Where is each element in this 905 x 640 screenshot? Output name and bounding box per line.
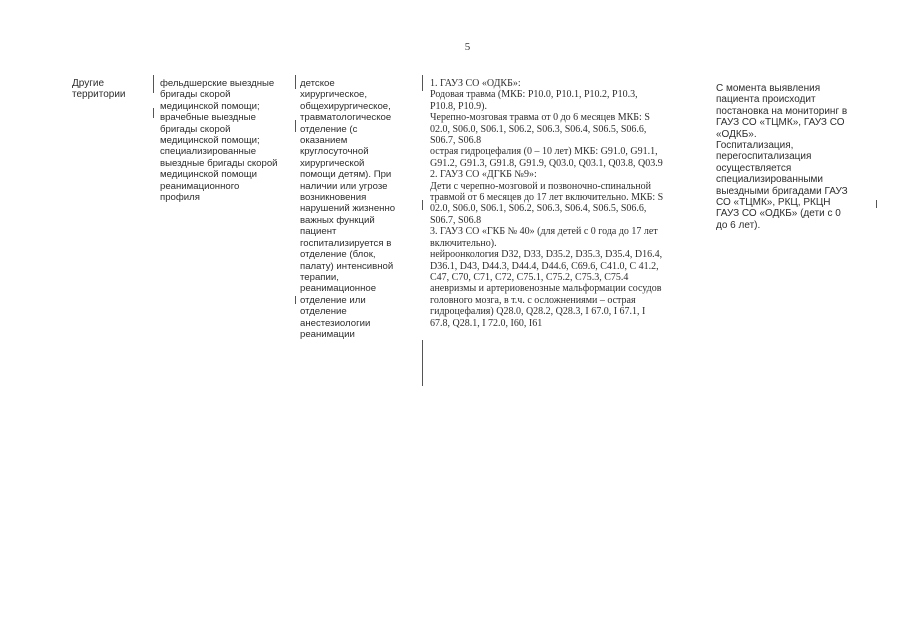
hospitals-line: травмой от 6 месяцев до 17 лет включительно. МКБ: S bbox=[430, 192, 664, 204]
departments-line: хирургическое, bbox=[300, 89, 368, 101]
column-divider bbox=[876, 200, 877, 208]
column-divider bbox=[422, 75, 423, 91]
notes-line: осуществляется bbox=[716, 162, 792, 174]
notes-line: пациента происходит bbox=[716, 94, 816, 106]
hospitals-line: D36.1, D43, D44.3, D44.4, D44.6, C69.6, C41.0, C 41.2, bbox=[430, 260, 659, 272]
notes-cell bbox=[716, 83, 876, 231]
hospitals-line: Р10.8, Р10.9). bbox=[430, 100, 487, 112]
notes-line: специализированными bbox=[716, 174, 824, 186]
hospitals-line: нейроонкология D32, D33, D35.2, D35.3, D35.4, D16.4, bbox=[430, 249, 663, 261]
departments-line: реанимации bbox=[300, 328, 355, 340]
departments-line: хирургической bbox=[300, 157, 365, 169]
territory-cell: Другие территории bbox=[72, 78, 126, 101]
hospitals-line: C47, C70, C71, C72, C75.1, C75.2, C75.3, C75.4 bbox=[430, 271, 629, 283]
notes-line: выездными бригадами ГАУЗ bbox=[716, 185, 848, 197]
hospitals-line: 02.0, S06.0, S06.1, S06.2, S06.3, S06.4, S06.5, S06.6, bbox=[430, 203, 647, 215]
notes-line: «ОДКБ». bbox=[716, 128, 757, 140]
brigades-line: врачебные выездные bbox=[160, 112, 256, 124]
departments-line: палату) интенсивной bbox=[300, 260, 394, 272]
hospitals-line: S06.7, S06.8 bbox=[430, 214, 482, 226]
hospitals-line: острая гидроцефалия (0 – 10 лет) МКБ: G91.0, G91.1, bbox=[430, 146, 658, 158]
departments-line: общехирургическое, bbox=[300, 100, 391, 112]
departments-line: детское bbox=[300, 78, 335, 89]
brigades-line: специализированные bbox=[160, 146, 257, 158]
brigades-line: фельдшерские выездные bbox=[160, 78, 275, 89]
hospitals-line: 3. ГАУЗ СО «ГКБ № 40» (для детей с 0 года до 17 лет bbox=[430, 226, 658, 238]
column-divider bbox=[295, 296, 296, 304]
hospitals-line: G91.2, G91.3, G91.8, G91.9, Q03.0, Q03.1, Q03.8, Q03.9 bbox=[430, 157, 663, 169]
departments-line: отделение (блок, bbox=[300, 249, 376, 261]
departments-line: анестезиологии bbox=[300, 317, 371, 329]
brigades-line: реанимационного bbox=[160, 180, 240, 192]
departments-line: оказанием bbox=[300, 135, 348, 147]
notes-line: ГАУЗ СО «ОДКБ» (дети с 0 bbox=[716, 208, 841, 220]
departments-line: травматологическое bbox=[300, 112, 392, 124]
hospitals-line: 67.8, Q28.1, I 72.0, I60, I61 bbox=[430, 317, 543, 329]
brigades-line: бригады скорой bbox=[160, 123, 231, 135]
hospitals-line: S06.7, S06.8 bbox=[430, 135, 482, 147]
column-divider bbox=[153, 108, 154, 118]
hospitals-line: Черепно-мозговая травма от 0 до 6 месяцев МКБ: S bbox=[430, 112, 650, 124]
brigades-line: выездные бригады скорой bbox=[160, 157, 278, 169]
hospitals-line: 02.0, S06.0, S06.1, S06.2, S06.3, S06.4, S06.5, S06.6, bbox=[430, 123, 647, 135]
notes-line: перегоспитализация bbox=[716, 151, 812, 163]
notes-line: С момента выявления bbox=[716, 83, 821, 94]
hospitals-cell bbox=[430, 78, 710, 329]
column-divider bbox=[422, 200, 423, 210]
departments-line: отделение или bbox=[300, 294, 366, 306]
brigades-line: медицинской помощи; bbox=[160, 100, 260, 112]
departments-line: наличии или угрозе bbox=[300, 180, 388, 192]
notes-line: ГАУЗ СО «ТЦМК», ГАУЗ СО bbox=[716, 117, 845, 129]
hospitals-line: аневризмы и артериовенозные мальформации сосудов bbox=[430, 283, 662, 295]
column-divider bbox=[295, 120, 296, 132]
column-divider bbox=[295, 75, 296, 89]
hospitals-line: головного мозга, в т.ч. с осложнениями – острая bbox=[430, 294, 636, 306]
page-number: 5 bbox=[464, 41, 471, 53]
departments-line: госпитализируется в bbox=[300, 237, 392, 249]
hospitals-line: гидроцефалия) Q28.0, Q28.2, Q28.3, I 67.0, I 67.1, I bbox=[430, 306, 646, 318]
departments-line: пациент bbox=[300, 226, 337, 238]
brigades-line: медицинской помощи; bbox=[160, 135, 260, 147]
brigades-line: бригады скорой bbox=[160, 89, 231, 101]
notes-line: до 6 лет). bbox=[716, 219, 761, 231]
hospitals-line: включительно). bbox=[430, 237, 497, 249]
departments-line: отделение bbox=[300, 306, 347, 318]
departments-line: отделение (с bbox=[300, 123, 358, 135]
departments-line: нарушений жизненно bbox=[300, 203, 396, 215]
departments-line: возникновения bbox=[300, 192, 367, 204]
departments-line: реанимационное bbox=[300, 283, 377, 295]
departments-line: круглосуточной bbox=[300, 146, 369, 158]
brigades-cell bbox=[160, 78, 285, 203]
notes-line: Госпитализация, bbox=[716, 140, 794, 152]
column-divider bbox=[153, 75, 154, 93]
hospitals-line: Родовая травма (МКБ: Р10.0, Р10.1, Р10.2, Р10.3, bbox=[430, 89, 638, 101]
departments-cell bbox=[300, 78, 418, 340]
departments-line: терапии, bbox=[300, 271, 339, 283]
hospitals-line: Дети с черепно-мозговой и позвоночно-спинальной bbox=[430, 180, 652, 192]
brigades-line: медицинской помощи bbox=[160, 169, 258, 181]
hospitals-line: 2. ГАУЗ СО «ДГКБ №9»: bbox=[430, 169, 537, 181]
notes-line: СО «ТЦМК», РКЦ, РКЦН bbox=[716, 197, 831, 209]
notes-line: постановка на мониторинг в bbox=[716, 105, 848, 117]
column-divider bbox=[422, 372, 423, 386]
departments-line: помощи детям). При bbox=[300, 169, 392, 181]
brigades-line: профиля bbox=[160, 192, 200, 204]
departments-line: важных функций bbox=[300, 214, 375, 226]
hospitals-line: 1. ГАУЗ СО «ОДКБ»: bbox=[430, 78, 521, 89]
